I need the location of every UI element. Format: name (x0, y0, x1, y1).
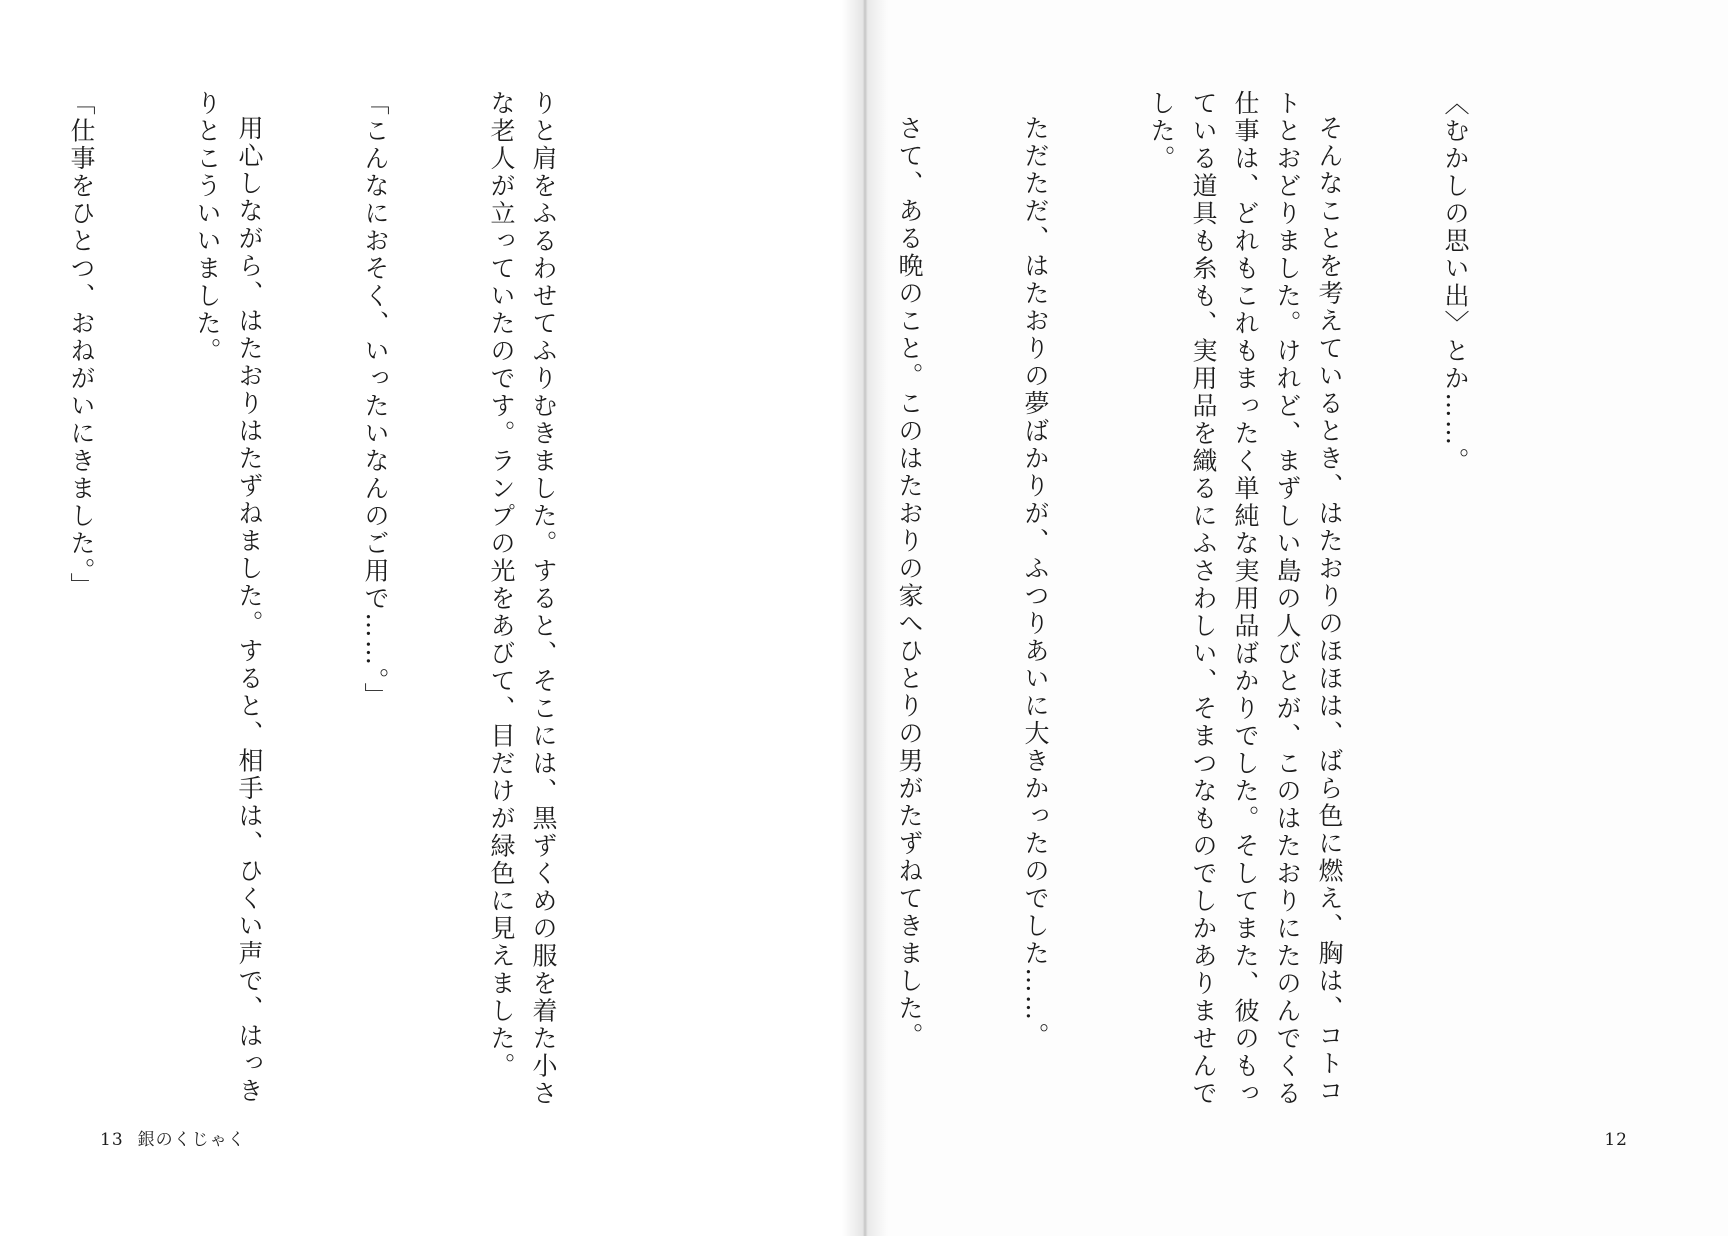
right-page-body (895, 90, 1560, 1110)
right-page-footer (1604, 1130, 1628, 1150)
page-number: 13 (100, 1130, 124, 1150)
book-gutter (842, 0, 888, 1236)
paragraph: 〈むかしの思い出〉とか……。 (1441, 90, 1470, 475)
running-head: 銀のくじゃく (137, 1130, 246, 1150)
right-page (864, 0, 1728, 1236)
paragraph: ただただ、はたおりの夢ばかりが、ふつりあいに大きかったのでした……。 (1021, 115, 1050, 1050)
page-number: 12 (1604, 1130, 1628, 1150)
left-page-body (67, 90, 648, 1110)
paragraph: 「仕事をひとつ、おねがいにきました。」 (67, 90, 96, 600)
paragraph: そんなことを考えているとき、はたおりのほほは、ばら色に燃え、胸は、コトコトとおどりました。けれど、まずしい島の人びとが、このはたおりにたのんでくる仕事は、どれもこれもまったく単純な実用品ばかりでした。そしてまた、彼のもっている道具も糸も、実用品を織るにふさわしい、そまつなものでしかありませんでした。 (1147, 90, 1344, 1108)
paragraph: さて、ある晩のこと。このはたおりの家へひとりの男がたずねてきました。 (895, 115, 924, 1050)
paragraph: りと肩をふるわせてふりむきました。すると、そこには、黒ずくめの服を着た小さな老人が立っていたのです。ランプの光をあびて、目だけが緑色に見えました。 (487, 90, 558, 1108)
paragraph: 用心しながら、はたおりはたずねました。すると、相手は、ひくい声で、はっきりとこういいました。 (193, 90, 264, 1105)
paragraph: 「こんなにおそく、いったいなんのご用で……。」 (361, 90, 390, 710)
left-page-footer (100, 1125, 246, 1150)
